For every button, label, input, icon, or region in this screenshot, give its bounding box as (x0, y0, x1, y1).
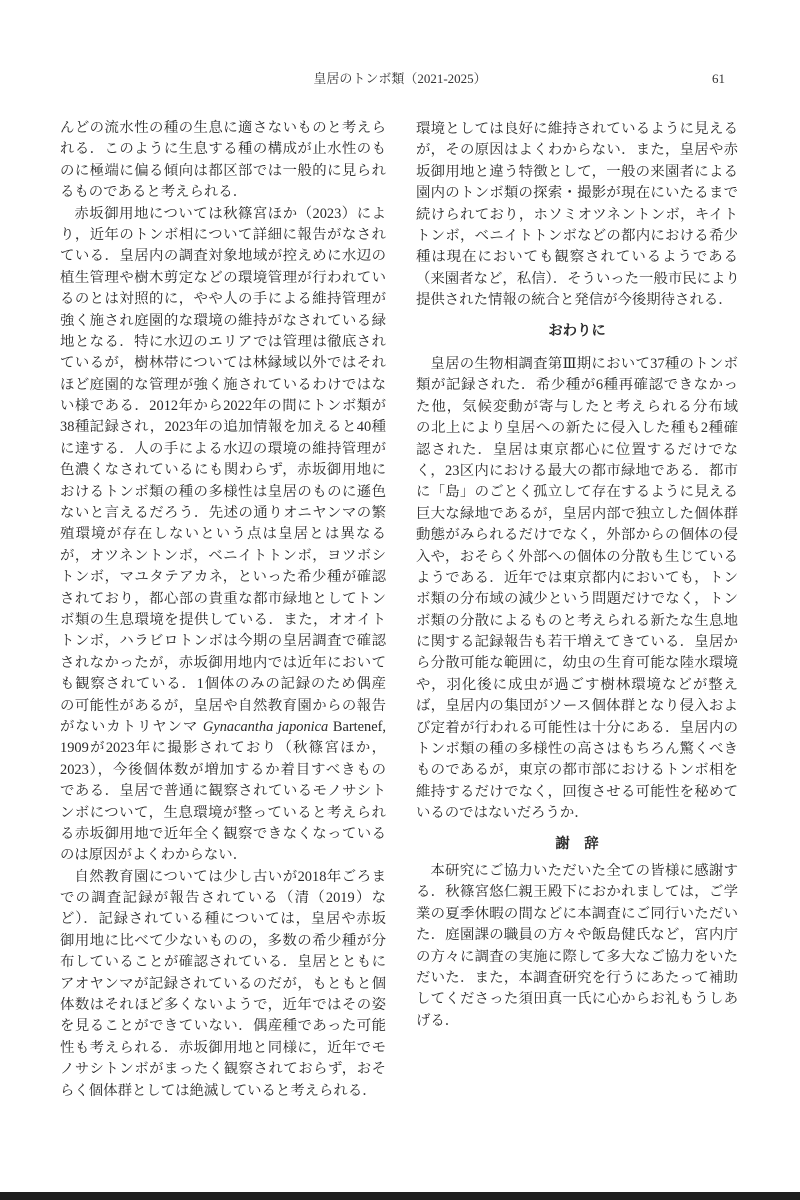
text-line: 巨大な緑地であるが，皇居内部で独立した個体群 (416, 505, 738, 522)
species-name: Gynacantha japonica (202, 718, 329, 735)
text-line: 布していることが確認されている．皇居とともに (60, 954, 386, 971)
text-line: ば，皇居内の集団がソース個体群となり侵入およ (416, 698, 738, 715)
text-line: 類が記録された．希少種が6種再確認できなかっ (416, 377, 738, 394)
text-line: ているが，樹林帯については林縁域以外ではそれ (60, 355, 386, 372)
text-line: 38種記録され，2023年の追加情報を加えると40種 (60, 419, 386, 436)
text-line: ンボについて，生息環境が整っていると考えられ (60, 804, 386, 821)
conclusion-section (416, 354, 738, 825)
text-line: た他，気候変動が寄与したと考えられる分布域 (416, 398, 738, 415)
text-line: 本研究にご協力いただいた全ての皆様に感謝す (430, 863, 738, 879)
text-segment: がないカトリヤンマ (60, 718, 203, 735)
text-line: の可能性があるが，皇居や自然教育園からの報告 (60, 697, 386, 714)
text-line: れる．このように生息する種の構成が止水性のも (60, 141, 386, 158)
text-line: 種は現在においても観察されているようである (416, 249, 738, 266)
text-line: 皇居の生物相調査第Ⅲ期において37種のトンボ (430, 356, 738, 372)
text-line: ないと言えるだろう．先述の通りオニヤンマの繁 (60, 505, 386, 522)
text-line: ている．皇居内の調査対象地域が控えめに水辺の (60, 248, 386, 265)
text-line: である．皇居で普通に観察されているモノサシト (60, 783, 386, 800)
text-line: 業の夏季休暇の間などに本調査にご同行いただい (416, 905, 738, 922)
text-line: るものであると考えられる． (60, 184, 248, 201)
text-line: ボ類の分散によるものと考えられる新たな生息地 (416, 612, 738, 629)
text-line: ボ類の分布域の減少という問題だけでなく，トン (416, 591, 738, 608)
text-line: 色濃くなされているにも関わらず，赤坂御用地に (60, 462, 386, 479)
paragraph (416, 354, 738, 825)
text-line: げる． (416, 1012, 460, 1029)
left-column (60, 118, 386, 1102)
text-line: 体数はそれほど多くないようで，近年ではその姿 (60, 997, 386, 1014)
text-line: が，オツネントンボ，ベニイトトンボ，ヨツボシ (60, 547, 386, 564)
text-line: いるのではないだろうか． (416, 805, 589, 822)
text-line: ほど庭園的な管理が強く施されているわけではな (60, 376, 386, 393)
text-line: ものであるが，東京の都市部におけるトンボ相を (416, 762, 738, 779)
text-line: らく個体群としては絶滅していると考えられる． (60, 1082, 377, 1099)
running-header-title: 皇居のトンボ類（2021-2025） (313, 71, 487, 86)
text-line: んどの流水性の種の生息に適さないものと考えら (60, 120, 386, 136)
text-line: 続けられており，ホソミオツネントンボ，キイト (416, 206, 738, 223)
text-line: 殖環境が存在しないという点は皇居とは異なる (60, 526, 386, 543)
text-line: り，近年のトンボ相について詳細に報告がなされ (60, 226, 386, 243)
text-line: の方々に調査の実施に際して多大なご協力をいた (416, 948, 738, 965)
text-line: 動態がみられるだけでなく，外部からの個体の侵 (416, 527, 738, 544)
paragraph (60, 867, 386, 1102)
text-line: 2023），今後個体数が増加するか着目すべきもの (60, 761, 386, 778)
paragraph (416, 861, 738, 1032)
text-line: おけるトンボ類の種の多様性は皇居のものに遜色 (60, 483, 386, 500)
text-line: に関する記録報告も若干増えてきている．皇居か (416, 634, 738, 651)
viewer-bottom-bar (0, 1192, 800, 1200)
section-heading-conclusion: おわりに (548, 323, 606, 339)
text-line: アオヤンマが記録されているのだが，もともと個 (60, 975, 386, 992)
text-line: 地となる．特に水辺のエリアでは管理は徹底され (60, 333, 386, 350)
text-line: トンボ類の種の多様性の高さはもちろん驚くべき (416, 741, 738, 758)
text-line: 認された．皇居は東京都心に位置するだけでな (416, 441, 738, 458)
text-line: や，羽化後に成虫が過ごす樹林環境などが整え (416, 676, 738, 693)
text-line: のは原因がよくわからない． (60, 847, 248, 864)
text-line: 自然教育園については少し古いが2018年ごろま (74, 868, 386, 885)
text-line: に「島」のごとく孤立して存在するように見える (416, 484, 738, 501)
text-line: のに極端に偏る傾向は都区部では一般的に見られ (60, 162, 386, 179)
paragraph (416, 119, 738, 312)
acknowledgments-section (416, 861, 738, 1032)
text-segment: Bartenef, (328, 718, 387, 735)
section-heading-acknowledgments: 謝 辞 (555, 836, 599, 852)
text-line: トンボ，ベニイトトンボなどの都内における希少 (416, 227, 738, 244)
text-line: の北上により皇居への新たに侵入した種も2種確 (416, 420, 738, 437)
text-line: されなかったが，赤坂御用地内では近年において (60, 654, 386, 671)
text-line: での調査記録が報告されている（清（2019）な (60, 890, 386, 907)
text-line: 御用地に比べて少ないものの，多数の希少種が分 (60, 932, 386, 949)
text-line: トンボ，マユタテアカネ，といった希少種が確認 (60, 569, 386, 586)
text-line: るのとは対照的に，やや人の手による維持管理が (60, 291, 386, 308)
paragraph (60, 118, 386, 204)
text-line: 提供された情報の統合と発信が今後期待される． (416, 292, 733, 309)
text-line: 入や，おそらく外部への個体の分散も生じている (416, 548, 738, 565)
text-line: 園内のトンボ類の探索・撮影が現在にいたるまで (416, 185, 738, 202)
text-line: 1909が2023年に撮影されており（秋篠宮ほか， (60, 740, 386, 757)
text-line: た．庭園課の職員の方々や飯島健氏など，宮内庁 (416, 927, 738, 944)
text-line: ら分散可能な範囲に，幼虫の生育可能な陸水環境 (416, 655, 738, 672)
text-line: ようである．近年では東京都内においても，トン (416, 569, 738, 586)
page-number: 61 (712, 71, 725, 86)
text-line: い様である．2012年から2022年の間にトンボ類が (60, 398, 386, 415)
text-line: してくださった須田真一氏に心からお礼もうしあ (416, 991, 738, 1008)
text-line: く，23区内における最大の都市緑地である．都市 (416, 462, 738, 479)
text-line: ど）．記録されている種については，皇居や赤坂 (60, 911, 386, 928)
text-line: ボ類の生息環境を提供している．また，オオイト (60, 611, 386, 628)
text-line: トンボ，ハラビロトンボは今期の皇居調査で確認 (60, 633, 386, 650)
text-line: び定着が行われる可能性は十分にある．皇居内の (416, 719, 738, 736)
text-line: （来園者など，私信）．そういった一般市民により (416, 270, 740, 287)
text-line: 環境としては良好に維持されているように見える (416, 121, 738, 137)
text-line (60, 717, 386, 738)
text-line: が，その原因はよくわからない．また，皇居や赤 (416, 142, 738, 159)
text-line: されており，都心部の貴重な都市緑地としてトン (60, 590, 386, 607)
paragraph (60, 204, 386, 867)
text-line: を見ることができていない．偶産種であった可能 (60, 1018, 386, 1035)
text-line: 坂御用地と違う特徴として，一般の来園者による (416, 163, 738, 180)
text-line: 赤坂御用地については秋篠宮ほか（2023）によ (74, 205, 386, 222)
text-line: ノサシトンボがまったく観察されておらず，おそ (60, 1061, 386, 1078)
text-line: る赤坂御用地で近年全く観察できなくなっている (60, 825, 386, 842)
text-line: に達する．人の手による水辺の環境の維持管理が (60, 440, 386, 457)
right-column-continuation (416, 119, 738, 312)
text-line: る．秋篠宮悠仁親王殿下におかれましては，ご学 (416, 884, 738, 901)
text-line: だいた．また，本調査研究を行うにあたって補助 (416, 969, 738, 986)
text-line: 強く施され庭園的な環境の維持がなされている緑 (60, 312, 386, 329)
text-line: も観察されている．1個体のみの記録のため偶産 (60, 676, 386, 693)
text-line: 性も考えられる．赤坂御用地と同様に，近年でモ (60, 1039, 386, 1056)
text-line: 植生管理や樹木剪定などの環境管理が行われてい (60, 269, 386, 286)
text-line: 維持するだけでなく，回復させる可能性を秘めて (416, 783, 738, 800)
